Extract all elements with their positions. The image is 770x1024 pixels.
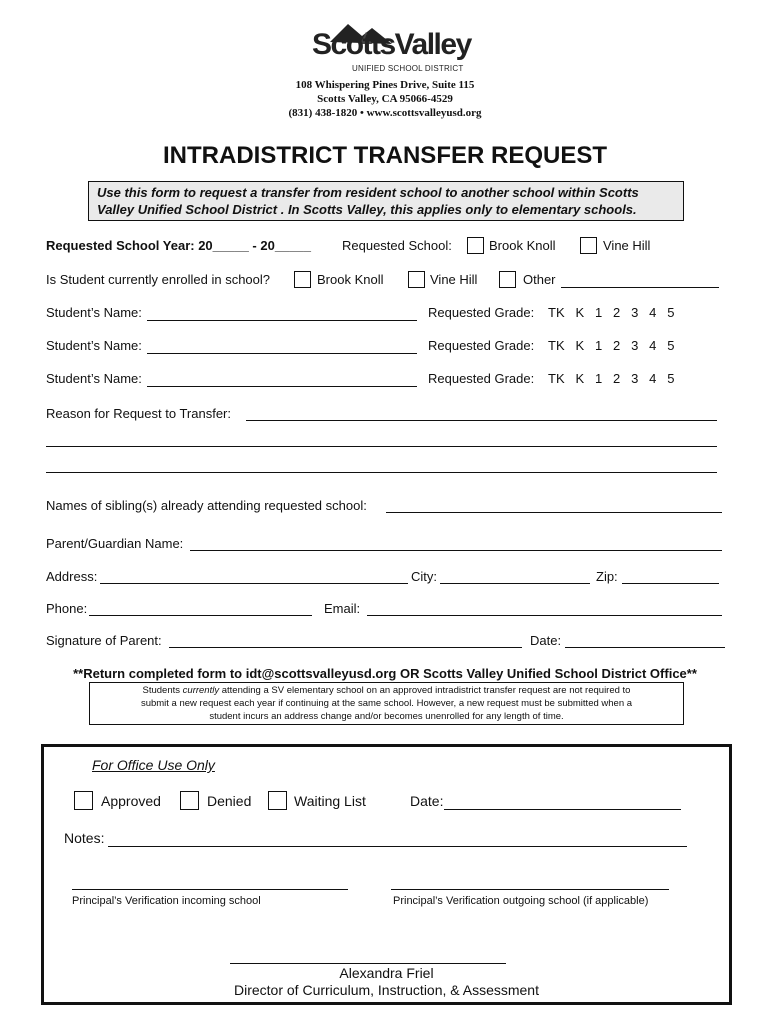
- enrolled-brook-knoll-checkbox[interactable]: [294, 271, 311, 288]
- address-label: Address:: [46, 569, 98, 584]
- address-line-2: Scotts Valley, CA 95066-4529: [317, 93, 453, 105]
- notes-label: Notes:: [64, 830, 105, 846]
- parent-name-label: Parent/Guardian Name:: [46, 536, 184, 551]
- district-logo: [300, 20, 470, 78]
- student-name-field-1[interactable]: [147, 320, 417, 321]
- enrolled-other-field[interactable]: [561, 287, 719, 288]
- notice-line-3: student incurs an address change and/or becomes unenrolled for any length of time.: [209, 711, 564, 722]
- principal-outgoing-line[interactable]: [391, 889, 669, 890]
- brook-knoll-label: Brook Knoll: [489, 238, 556, 253]
- siblings-field[interactable]: [386, 512, 722, 513]
- intro-line-2: Valley Unified School District . In Scotts Valley, this applies only to elementary schools.: [97, 202, 637, 217]
- grade-label-3: Requested Grade:: [428, 371, 535, 386]
- waiting-list-checkbox[interactable]: [268, 791, 287, 810]
- principal-incoming-label: Principal’s Verification incoming school: [72, 895, 261, 907]
- vine-hill-label: Vine Hill: [603, 238, 651, 253]
- date-label: Date:: [530, 633, 562, 648]
- school-year-label: Requested School Year: 20_____ - 20_____: [46, 238, 311, 253]
- enrolled-other-label: Other: [523, 272, 556, 287]
- enrolled-other-checkbox[interactable]: [499, 271, 516, 288]
- office-use-box: [41, 744, 732, 1005]
- office-date-field[interactable]: [444, 809, 681, 810]
- grade-options-1[interactable]: TK K 1 2 3 4 5: [548, 305, 675, 320]
- email-field[interactable]: [367, 615, 722, 616]
- email-label: Email:: [324, 601, 361, 616]
- reason-field-1[interactable]: [246, 420, 717, 421]
- principal-incoming-line[interactable]: [72, 889, 348, 890]
- intro-box: [88, 181, 684, 221]
- office-date-label: Date:: [410, 793, 444, 809]
- address-line-3: (831) 438-1820 • www.scottsvalleyusd.org: [288, 107, 482, 119]
- director-signature-line[interactable]: [230, 963, 506, 964]
- approved-label: Approved: [101, 793, 161, 809]
- city-field[interactable]: [440, 583, 590, 584]
- grade-options-2[interactable]: TK K 1 2 3 4 5: [548, 338, 675, 353]
- student-name-field-3[interactable]: [147, 386, 417, 387]
- city-label: City:: [411, 569, 437, 584]
- reason-label: Reason for Request to Transfer:: [46, 406, 231, 421]
- notice-line-1: Students currently attending a SV elementary school on an approved intradistrict transfer request are not required to: [142, 685, 631, 696]
- parent-name-field[interactable]: [190, 550, 722, 551]
- student-name-field-2[interactable]: [147, 353, 417, 354]
- director-name: Alexandra Friel: [339, 965, 434, 981]
- logo-wordmark: ScottsValley: [312, 28, 471, 61]
- notice-line-2: submit a new request each year if continuing at the same school. However, a new request must be submitted when a: [140, 698, 633, 709]
- enrolled-vine-hill-label: Vine Hill: [430, 272, 478, 287]
- address-field[interactable]: [100, 583, 408, 584]
- siblings-label: Names of sibling(s) already attending requested school:: [46, 498, 367, 513]
- date-field[interactable]: [565, 647, 725, 648]
- student-name-label-1: Student’s Name:: [46, 305, 142, 320]
- student-name-label-3: Student’s Name:: [46, 371, 142, 386]
- grade-label-1: Requested Grade:: [428, 305, 535, 320]
- phone-field[interactable]: [89, 615, 312, 616]
- enrolled-label: Is Student currently enrolled in school?: [46, 272, 271, 287]
- vine-hill-checkbox[interactable]: [580, 237, 597, 254]
- grade-label-2: Requested Grade:: [428, 338, 535, 353]
- signature-label: Signature of Parent:: [46, 633, 162, 648]
- reason-field-2[interactable]: [46, 446, 717, 447]
- student-name-label-2: Student’s Name:: [46, 338, 142, 353]
- denied-label: Denied: [207, 793, 252, 809]
- phone-label: Phone:: [46, 601, 88, 616]
- enrolled-vine-hill-checkbox[interactable]: [408, 271, 425, 288]
- return-instructions: **Return completed form to idt@scottsvalleyusd.org OR Scotts Valley Unified School District Office**: [73, 666, 697, 681]
- waiting-list-label: Waiting List: [294, 793, 366, 809]
- director-title: Director of Curriculum, Instruction, & Assessment: [234, 982, 539, 998]
- intro-line-1: Use this form to request a transfer from resident school to another school within Scotts: [97, 185, 639, 200]
- enrolled-brook-knoll-label: Brook Knoll: [317, 272, 384, 287]
- zip-field[interactable]: [622, 583, 719, 584]
- brook-knoll-checkbox[interactable]: [467, 237, 484, 254]
- grade-options-3[interactable]: TK K 1 2 3 4 5: [548, 371, 675, 386]
- notes-field[interactable]: [108, 846, 687, 847]
- denied-checkbox[interactable]: [180, 791, 199, 810]
- notice-box: [89, 682, 684, 725]
- reason-field-3[interactable]: [46, 472, 717, 473]
- logo-subtitle: UNIFIED SCHOOL DISTRICT: [352, 64, 464, 73]
- approved-checkbox[interactable]: [74, 791, 93, 810]
- requested-school-label: Requested School:: [342, 238, 452, 253]
- zip-label: Zip:: [596, 569, 618, 584]
- page-title: INTRADISTRICT TRANSFER REQUEST: [163, 142, 607, 169]
- principal-outgoing-label: Principal’s Verification outgoing school (if applicable): [393, 895, 649, 907]
- office-use-title: For Office Use Only: [92, 757, 215, 773]
- signature-field[interactable]: [169, 647, 522, 648]
- address-line-1: 108 Whispering Pines Drive, Suite 115: [295, 79, 475, 91]
